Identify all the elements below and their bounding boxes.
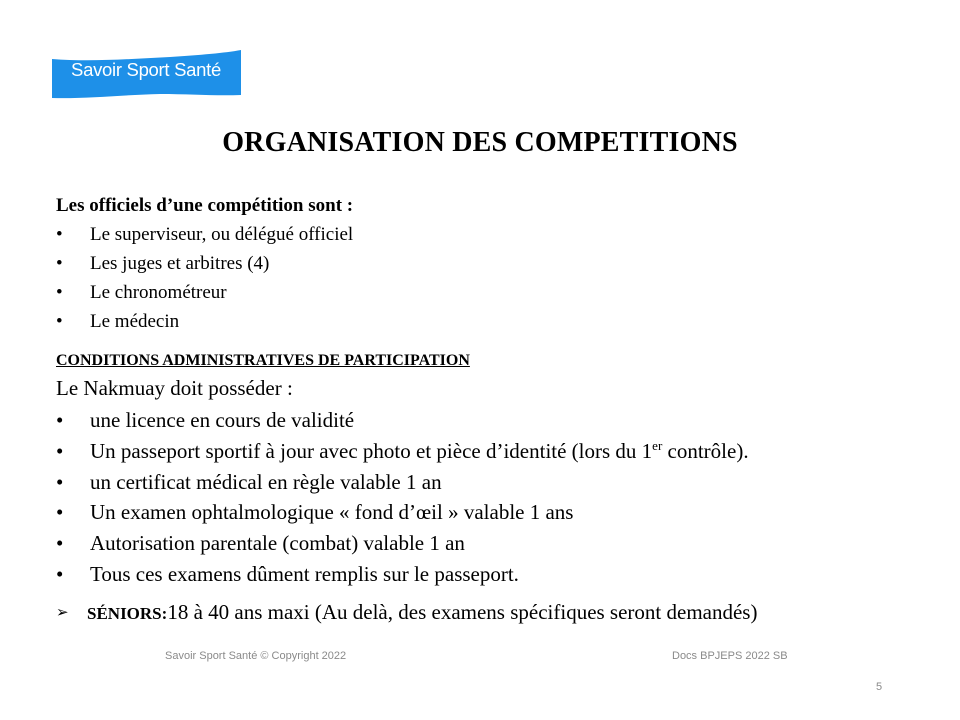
page-number: 5 <box>876 681 883 693</box>
savoir-sport-sante-logo <box>50 49 242 99</box>
footer-doc-reference: Docs BPJEPS 2022 SB <box>672 650 788 662</box>
footer-copyright: Savoir Sport Santé © Copyright 2022 <box>165 650 347 662</box>
seniors-text: 18 à 40 ans maxi (Au delà, des examens spécifiques seront demandés) <box>167 600 758 624</box>
list-item: • un certificat médical en règle valable 1 an <box>56 469 442 494</box>
list-item: • Tous ces examens dûment remplis sur le passeport. <box>56 561 519 586</box>
page-title: ORGANISATION DES COMPETITIONS <box>222 127 738 158</box>
conditions-list <box>56 406 749 591</box>
arrow-bullet-icon: ➢ <box>56 605 69 621</box>
list-item: • Un passeport sportif à jour avec photo et pièce d’identité (lors du 1er contrôle). <box>56 437 749 463</box>
conditions-intro: Le Nakmuay doit posséder : <box>56 376 293 400</box>
bullet-icon: • <box>56 469 64 494</box>
bullet-icon: • <box>56 438 64 463</box>
bullet-icon: • <box>56 561 64 586</box>
officials-heading: Les officiels d’une compétition sont : <box>56 195 354 216</box>
logo-text: Savoir Sport Santé <box>71 59 221 80</box>
bullet-icon: • <box>56 282 63 303</box>
bullet-icon: • <box>56 311 63 332</box>
seniors-label: SÉNIORS: <box>87 604 168 623</box>
bullet-icon: • <box>56 531 64 556</box>
bullet-icon: • <box>56 224 63 245</box>
list-item: • Le chronométreur <box>56 282 227 303</box>
conditions-heading: CONDITIONS ADMINISTRATIVES DE PARTICIPATION <box>56 352 470 369</box>
list-item: • Le superviseur, ou délégué officiel <box>56 224 354 245</box>
list-item: • Les juges et arbitres (4) <box>56 253 270 274</box>
list-item: • Le médecin <box>56 311 180 332</box>
seniors-note <box>56 600 757 625</box>
officials-list <box>56 223 353 339</box>
bullet-icon: • <box>56 408 64 432</box>
bullet-icon: • <box>56 500 64 525</box>
list-item: • une licence en cours de validité <box>56 408 355 432</box>
bullet-icon: • <box>56 253 63 274</box>
list-item: • Autorisation parentale (combat) valable 1 an <box>56 531 465 556</box>
list-item: • Un examen ophtalmologique « fond d’œil » valable 1 ans <box>56 500 574 525</box>
